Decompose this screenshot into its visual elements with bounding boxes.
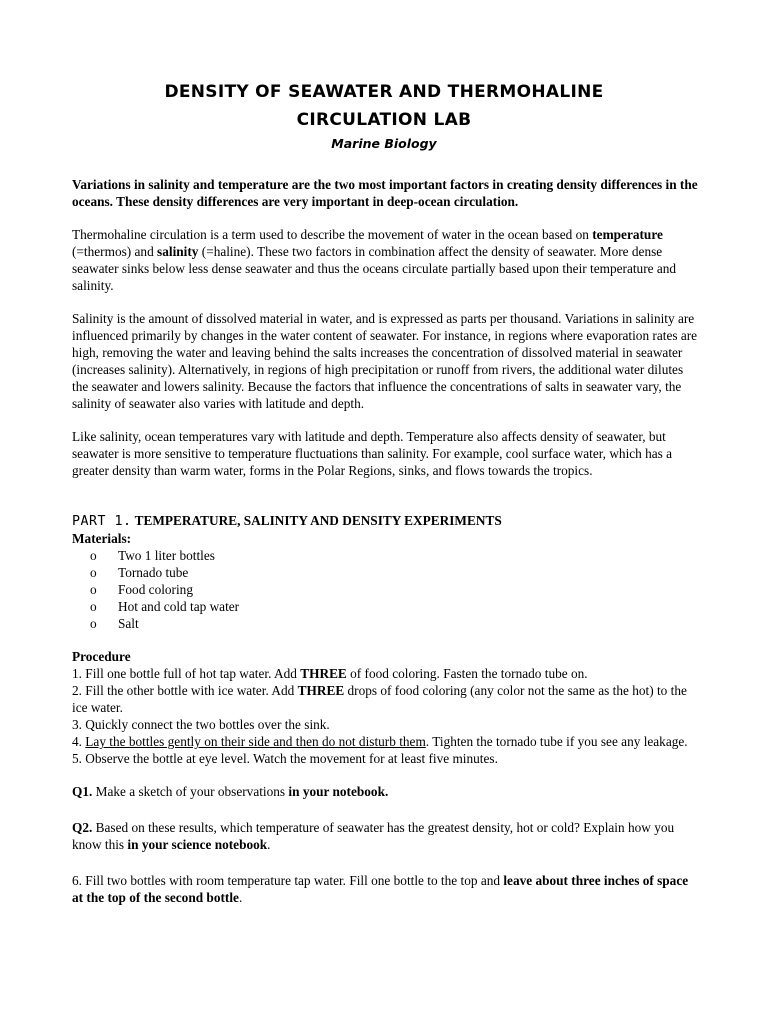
title-line-2: CIRCULATION LAB [296,110,472,130]
step1-text-c: of food coloring. Fasten the tornado tube on. [346,666,588,681]
step2-text-a: 2. Fill the other bottle with ice water. Add [72,683,298,698]
question-2 [72,819,700,853]
procedure-step-2 [72,682,700,716]
bullet-icon: o [90,599,97,614]
step1-bold: THREE [300,666,347,681]
para1-text-a: Thermohaline circulation is a term used to describe the movement of water in the ocean based on [72,227,593,242]
intro-paragraph: Variations in salinity and temperature are the two most important factors in creating density differences in the oceans. These density differences are very important in deep-ocean circulation. [72,177,698,209]
q1-bold: in your notebook. [288,784,389,799]
question-1 [72,783,700,800]
list-item [72,564,700,581]
step4-underlined: Lay the bottles gently on their side and then do not disturb them [85,734,426,749]
step1-text-a: 1. Fill one bottle full of hot tap water. Add [72,666,301,681]
bullet-icon: o [90,582,97,597]
para1-text-c: (=thermos) and [72,244,158,259]
q1-text-a: Make a sketch of your observations [92,784,289,799]
materials-list [72,547,700,632]
material-text: Food coloring [118,582,193,597]
list-item [72,547,700,564]
title-line-1: DENSITY OF SEAWATER AND THERMOHALINE [164,82,604,102]
q2-text-a: Based on these results, which temperature of seawater has the greatest density, hot or cold? Explain how you know this [72,820,675,852]
para1-text-e: (=haline). These two factors in combination affect the density of seawater. More dense seawater sinks below less dense seawater and thus the oceans circulate partially based upon their temperature and salinity. [72,244,677,293]
thermohaline-paragraph [72,226,700,294]
para1-bold-temperature: temperature [592,227,663,242]
salinity-paragraph: Salinity is the amount of dissolved material in water, and is expressed as parts per thousand. Variations in salinity are influenced primarily by changes in the water content of seawater. For instance, in regions where evaporation rates are high, removing the water and leaving behind the salts increases the concentration of dissolved material in seawater (increases salinity). Alternatively, in regions of high precipitation or runoff from rivers, the additional water dilutes the seawater and lowers salinity. Because the factors that influence the concentrations of salts in seawater vary, the salinity of seawater also varies with latitude and depth. [72,311,698,411]
part1-number: PART 1. [72,514,132,529]
procedure-step-1 [72,665,700,682]
list-item [72,615,700,632]
material-text: Salt [118,616,139,631]
procedure-step-6 [72,872,700,906]
step6-text-a: 6. Fill two bottles with room temperature tap water. Fill one bottle to the top and [72,873,504,888]
materials-label: Materials: [72,531,132,546]
material-text: Tornado tube [118,565,189,580]
step6-bold: leave about three inches of space at the top of the second bottle [72,873,689,905]
bullet-icon: o [90,565,97,580]
material-text: Two 1 liter bottles [118,548,215,563]
bullet-icon: o [90,548,97,563]
temperature-paragraph: Like salinity, ocean temperatures vary with latitude and depth. Temperature also affects density of seawater, but seawater is more sensitive to temperature fluctuations than salinity. For example, cool surface water, which has a greater density than warm water, forms in the Polar Regions, sinks, and flows towards the tropics. [72,429,673,478]
q2-bold: in your science notebook [127,837,268,852]
step4-text-a: 4. [72,734,86,749]
list-item [72,581,700,598]
procedure-step-3: 3. Quickly connect the two bottles over the sink. [72,717,330,732]
procedure-step-5: 5. Observe the bottle at eye level. Watch the movement for at least five minutes. [72,751,498,766]
q2-text-c: . [267,837,271,852]
procedure-label: Procedure [72,649,131,664]
q1-label: Q1. [72,784,93,799]
step6-text-c: . [238,890,243,905]
step4-text-c: . Tighten the tornado tube if you see any leakage. [425,734,688,749]
step2-text-c: drops of food coloring (any color not the same as the hot) to the ice water. [72,683,687,715]
procedure-steps [72,665,700,767]
document-title [0,78,768,134]
part1-heading-text: TEMPERATURE, SALINITY AND DENSITY EXPERIMENTS [131,513,502,528]
q2-label: Q2. [72,820,93,835]
document-body [72,176,700,922]
material-text: Hot and cold tap water [118,599,240,614]
part1-heading [72,512,700,530]
document-subtitle: Marine Biology [331,136,437,151]
bullet-icon: o [90,616,97,631]
step2-bold: THREE [297,683,345,698]
list-item [72,598,700,615]
para1-bold-salinity: salinity [157,244,199,259]
procedure-step-4 [72,733,700,750]
